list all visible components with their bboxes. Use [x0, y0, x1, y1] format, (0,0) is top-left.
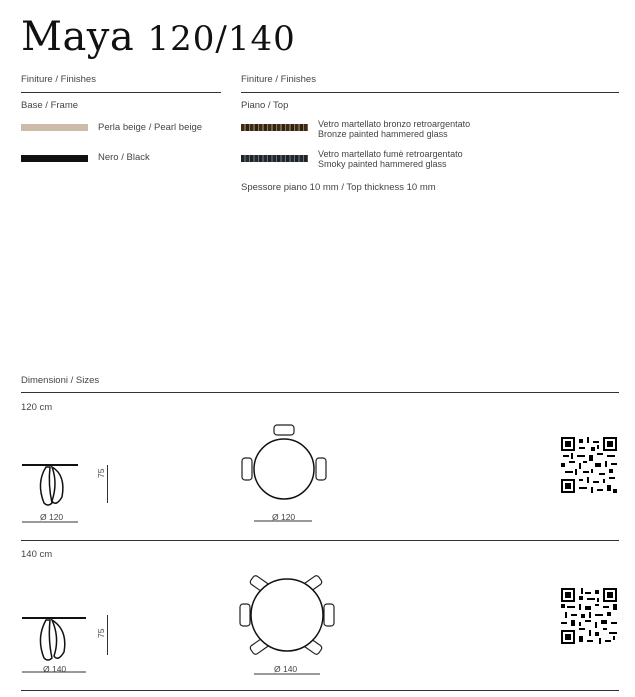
top-view-140 [234, 566, 340, 678]
side-diameter-120: Ø 120 [40, 512, 64, 522]
top-diameter-120: Ø 120 [272, 512, 296, 522]
bronze-glass-label-it: Vetro martellato bronzo retroargentato [318, 119, 471, 129]
base-frame-subheader: Base / Frame [21, 100, 79, 111]
size-140-label: 140 cm [21, 549, 53, 560]
product-sizes: 120/140 [147, 19, 296, 59]
dimensions-header: Dimensioni / Sizes [21, 375, 100, 386]
size-120-label: 120 cm [21, 402, 53, 413]
smoky-glass-label-en: Smoky painted hammered glass [318, 159, 447, 169]
finishes-left-rule [21, 92, 221, 93]
finishes-left-header: Finiture / Finishes [21, 74, 96, 85]
smoky-glass-swatch [241, 155, 308, 162]
product-name: Maya [21, 14, 135, 60]
dimensions-rule [21, 392, 619, 393]
row-120-rule [21, 540, 619, 541]
qr-code-120-icon[interactable] [561, 437, 617, 493]
finishes-right-header: Finiture / Finishes [241, 74, 316, 85]
height-140: 75 [96, 628, 106, 638]
top-subheader: Piano / Top [241, 100, 289, 111]
side-diameter-140: Ø 140 [43, 664, 67, 674]
bronze-glass-label [318, 119, 470, 139]
black-label: Nero / Black [98, 152, 150, 163]
height-line-140 [107, 615, 108, 655]
top-thickness: Spessore piano 10 mm / Top thickness 10 mm [241, 182, 436, 193]
height-120: 75 [96, 468, 106, 478]
qr-code-140-icon[interactable] [561, 588, 617, 644]
pearl-beige-swatch [21, 124, 88, 131]
black-swatch [21, 155, 88, 162]
bronze-glass-label-en: Bronze painted hammered glass [318, 129, 448, 139]
side-view-120 [18, 455, 118, 530]
top-view-120 [236, 422, 332, 522]
side-view-140 [18, 610, 118, 680]
height-line-120 [107, 465, 108, 503]
top-diameter-140: Ø 140 [274, 664, 298, 674]
pearl-beige-label: Perla beige / Pearl beige [98, 122, 203, 133]
row-140-rule [21, 690, 619, 691]
product-title [21, 14, 296, 60]
finishes-right-rule [241, 92, 619, 93]
smoky-glass-label-it: Vetro martellato fumè retroargentato [318, 149, 463, 159]
bronze-glass-swatch [241, 124, 308, 131]
smoky-glass-label [318, 149, 463, 169]
